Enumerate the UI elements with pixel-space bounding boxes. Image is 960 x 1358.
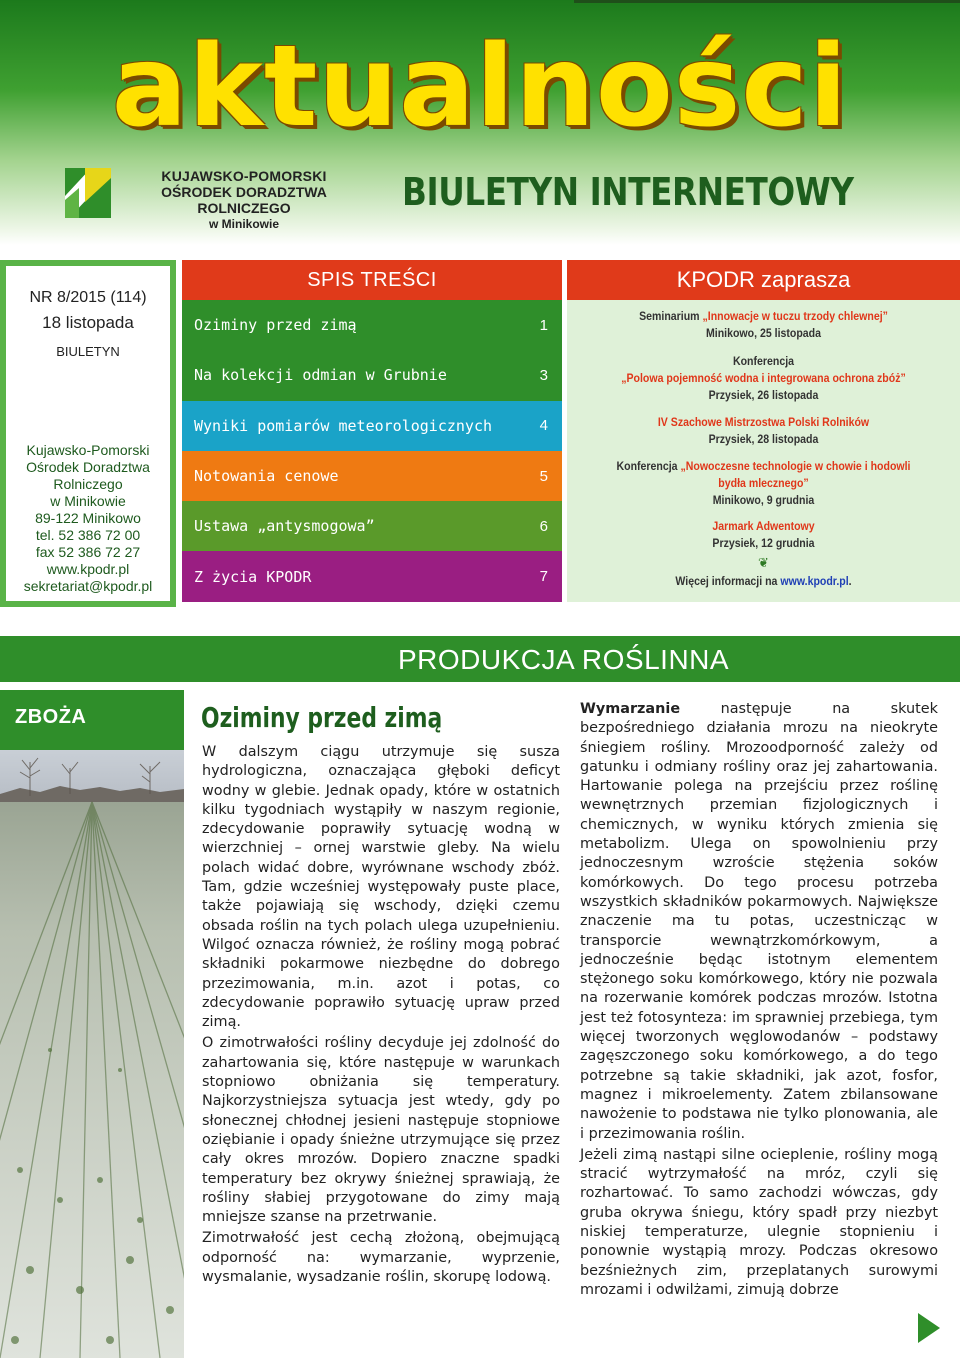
publication-type: BIULETYN	[56, 344, 120, 359]
org-line-2: OŚRODEK DORADZTWA ROLNICZEGO	[161, 184, 327, 216]
address-line: Rolniczego	[53, 476, 123, 492]
article-column-1	[202, 743, 560, 1287]
more-info-text: Więcej informacji na	[675, 574, 778, 588]
toc-item-label: Na kolekcji odmian w Grubnie	[194, 366, 447, 385]
top-strip	[574, 0, 960, 3]
more-info	[591, 573, 937, 590]
phone: tel. 52 386 72 00	[35, 527, 141, 543]
issue-info-panel	[0, 260, 176, 607]
toc-item-label: Notowania cenowe	[194, 467, 339, 486]
issue-info-box	[6, 266, 170, 601]
category-tab	[0, 690, 184, 750]
fax: fax 52 386 72 27	[35, 544, 141, 560]
event-name: „Nowoczesne technologie w chowie i hodowli bydła mlecznego”	[680, 459, 911, 490]
event-place-date: Przysiek, 12 grudnia	[712, 536, 815, 550]
event-name: IV Szachowe Mistrzostwa Polski Rolników	[657, 415, 870, 429]
article-title: Oziminy przed zimą	[201, 701, 443, 734]
org-line-1: KUJAWSKO-POMORSKI	[161, 168, 327, 184]
section-title: PRODUKCJA ROŚLINNA	[398, 644, 730, 675]
toc-item-label: Z życia KPODR	[194, 567, 312, 586]
event-seminar	[591, 308, 937, 342]
toc-item[interactable]	[182, 501, 562, 551]
toc-item-page: 5	[539, 467, 548, 485]
website-link[interactable]: www.kpodr.pl	[46, 561, 130, 577]
event-name: „Innowacje w tuczu trzody chlewnej”	[702, 309, 888, 323]
event-place-date: Minikowo, 25 listopada	[705, 326, 822, 340]
toc-item-page: 3	[539, 366, 548, 384]
leaf-icon: ❦	[758, 555, 769, 570]
toc-item-page: 7	[539, 568, 548, 586]
kpodr-logo-icon	[65, 168, 111, 218]
event-place-date: Przysiek, 26 listopada	[708, 388, 819, 402]
events-title: KPODR zaprasza	[567, 260, 960, 300]
organization-name	[118, 168, 370, 232]
toc-item[interactable]	[182, 401, 562, 451]
org-line-3: w Minikowie	[208, 217, 279, 231]
event-place-date: Przysiek, 28 listopada	[708, 432, 819, 446]
contact-address	[6, 442, 170, 595]
address-line: Ośrodek Doradztwa	[26, 459, 150, 475]
event-chess	[591, 414, 937, 448]
event-type: Konferencja	[732, 354, 795, 368]
toc-item-label: Wyniki pomiarów meteorologicznych	[194, 416, 493, 435]
category-label: ZBOŻA	[15, 706, 87, 728]
header	[0, 0, 960, 245]
more-info-link[interactable]: www.kpodr.pl	[780, 574, 849, 588]
article-paragraph: W dalszym ciągu utrzymuje się susza hydrologiczna, oznaczająca głęboki deficyt wodny w glebie. Jednak opady, które w ostatnich kilku tygodniach wystąpiły w naszym regionie, zdecydowanie poprawiły sytuację wodną w wierzchniej – ornej warstwie gleby. Na wielu polach widać dobre, wyrównane wschody zbóż. Tam, gdzie wcześniej występowały puste place, także pojawiają się wschody, dzięki czemu obsada roślin na tych polach ulega uzupełnieniu. Wilgoć oznacza również, że rośliny mogą pobrać składniki pokarmowe niezbędne do dobrego przezimowania, m.in. azot i potas, co zdecydowanie poprawiło sytuację upraw przed zimą.	[202, 744, 560, 1031]
email-link[interactable]: sekretariat@kpodr.pl	[23, 578, 153, 594]
article-paragraph: Jeżeli zimą nastąpi silne ocieplenie, rośliny mogą stracić wytrzymałość na mróz, czyli się rozhartować. To samo zachodzi wówczas, gdy gruba okrywa śniegu, który spadł przy niezbyt niskiej temperaturze, ulegnie stopnieniu i ponownie wystąpią mrozy. Podczas okresowo bezśnieżnych zim, przeplatanych surowymi mrozami i odwilżami, zimują dobrze	[580, 1146, 938, 1298]
event-type: Konferencja	[616, 459, 678, 473]
issue-number: NR 8/2015 (114)	[29, 289, 147, 306]
article-column-2	[580, 700, 938, 1300]
toc-item-page: 1	[539, 316, 548, 334]
toc-item[interactable]	[182, 350, 562, 400]
toc-item-label: Ustawa „antysmogowa”	[194, 517, 375, 536]
event-name: Jarmark Adwentowy	[712, 519, 815, 533]
event-conference-1	[591, 353, 937, 404]
bulletin-title: BIULETYN INTERNETOWY	[402, 170, 854, 214]
event-place-date: Minikowo, 9 grudnia	[712, 493, 815, 507]
table-of-contents	[182, 260, 562, 602]
event-fair	[591, 518, 937, 552]
event-conference-2	[591, 458, 937, 509]
article-paragraph: O zimotrwałości rośliny decyduje jej zdolność do zahartowania się, które następuje w warunkach stopniowo obniżania się temperatury. Najkorzystniejsza sytuacja jest wtedy, gdy po słonecznej chłodnej jesieni następuje stopniowe oziębianie i opady śnieżne utrzymujące się przez cały okres mrozów. Dopiero znaczne spadki temperatury bez okrywy śnieżnej sprawiają, że rośliny słabiej przygotowane do zimy mają mniejsze szanse na przetrwanie.	[202, 1035, 560, 1226]
next-page-arrow-icon[interactable]	[918, 1313, 940, 1343]
masthead-title: aktualności	[111, 22, 849, 152]
issue-date: 18 listopada	[42, 313, 134, 332]
toc-item[interactable]	[182, 451, 562, 501]
article-paragraph: Zimotrwałość jest cechą złożoną, obejmującą odporność na: wymarzanie, wyprzenie, wysmalanie, wysadzanie roślin, skorupę lodową.	[202, 1230, 560, 1286]
toc-item-label: Oziminy przed zimą	[194, 316, 357, 335]
events-panel	[567, 260, 960, 602]
address-line: w Minikowie	[50, 493, 126, 509]
address-line: 89-122 Minikowo	[35, 510, 141, 526]
more-info-end: .	[848, 574, 852, 588]
toc-item[interactable]	[182, 551, 562, 601]
article-paragraph: następuje na skutek bezpośredniego działania mrozu na nieokryte śniegiem rośliny. Mrozoodporność zależy od gatunku i odmiany rośliny oraz jej zahartowania. Hartowanie polega na przejściu przez roślinę wewnętrznych przemian fizjologicznych i chemicznych, w wyniku których zmienia się metabolizm. Ulega on spowolnieniu przy jednoczesnym wzroście stężenia soków komórkowych. Do tego procesu potrzeba wszystkich składników pokarmowych. Największe znaczenie ma tu potas, uczestnicząc w transporcie wewnątrzkomórkowym, a jednocześnie będąc istotnym elementem stężonego soku komórkowego, który nie pozwala na rozerwanie komórek podczas mrozów. Istotna jest też fotosynteza: im sprawniej przebiega, tym więcej tworzonych węglowodanów – podstawy zagęszczonego soku komórkowego, a do tego potrzebne są takie składniki, jak azot, fosfor, magnez i mikroelementy. Zatem zbilansowane nawożenie to podstawa nie tylko plonowania, ale i przezimowania roślin.	[580, 701, 938, 1142]
toc-item-page: 6	[539, 517, 548, 535]
address-line: Kujawsko-Pomorski	[26, 442, 150, 458]
winter-crop-field-photo	[0, 750, 184, 1358]
toc-item-page: 4	[539, 417, 548, 435]
article-lead-term: Wymarzanie	[580, 701, 681, 717]
event-type: Seminarium	[639, 309, 700, 323]
toc-title: SPIS TREŚCI	[182, 260, 562, 300]
event-name: „Polowa pojemność wodna i integrowana ochrona zbóż”	[621, 371, 906, 385]
toc-item[interactable]	[182, 300, 562, 350]
